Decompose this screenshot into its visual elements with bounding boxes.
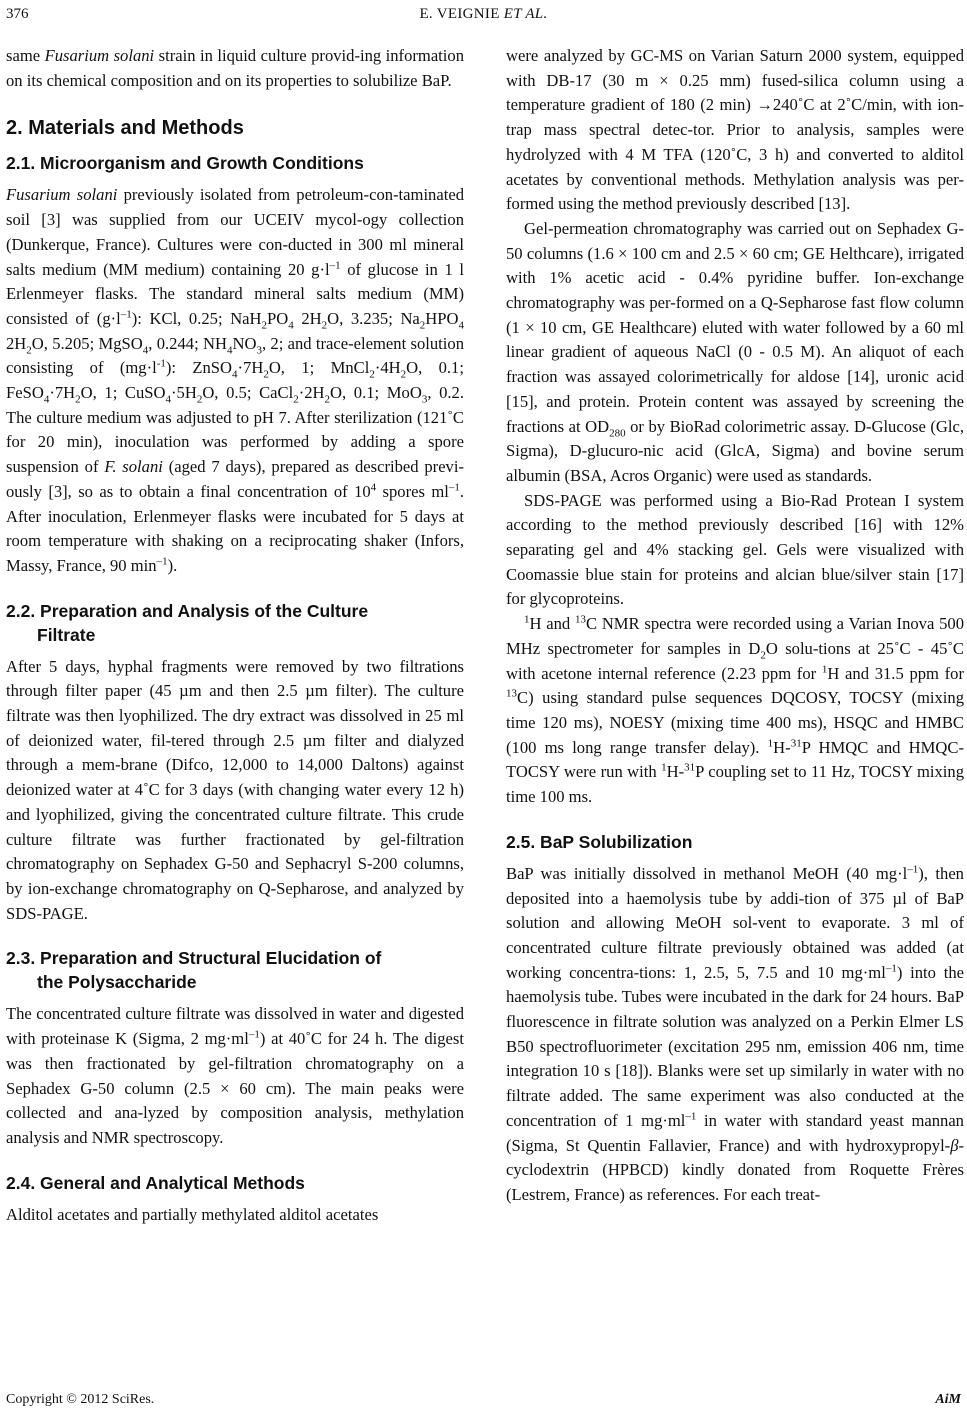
- section-2-heading: 2. Materials and Methods: [6, 117, 244, 140]
- left-column: [6, 44, 464, 1227]
- intro-tail-paragraph: same Fusarium solani strain in liquid culture provid-ing information on its chemical composition and on its properties to solubilize BaP.: [6, 46, 464, 90]
- section-2-3-paragraph: The concentrated culture filtrate was dissolved in water and digested with proteinase K (Sigma, 2 $mg\cdot ml^{-1}$) at 40˚C for 24 h. The digest was then fractionated by gel-filtration chromatography on a Sephadex G-50 column (2.5 × 60 cm). The main peaks were collected and ana-lyzed by composition analysis, methylation analysis and NMR spectroscopy.: [6, 1004, 464, 1147]
- section-2-5-heading: 2.5. BaP Solubilization: [506, 831, 693, 852]
- right-column: [506, 44, 964, 1208]
- footer-journal: AiM: [935, 1392, 961, 1407]
- section-2-1-paragraph: Fusarium solani previously isolated from petroleum-con-taminated soil [3] was supplied from our UCEIV mycol-ogy collection (Dunkerque, France). Cultures were con-ducted in 300 ml mineral salts medium (MM medium) containing 20 $g\cdot l^{-1}$ of glucose in 1 l Erlenmeyer flasks. The standard mineral salts medium (MM) consisted of $(g\cdot l^{-1})$: KCl, 0.25; $NaH_2PO_4$ $2H_2O$, 3.235; $Na_2HPO_4$ $2H_2O$, 5.205; MgSO$_4$, 0.244; $NH_4NO_3$, 2; and trace-element solution consisting of $(mg\cdot l^{-1})$: $ZnSO_4\cdot 7H_2O$, 1; $MnCl_2\cdot 4H_2O$, 0.1; $FeSO_4\cdot 7H_2O$, 1; $CuSO_4\cdot 5H_2O$, 0.5; $CaCl_2\cdot 2H_2O$, 0.1; MoO$_3$, 0.2. The culture medium was adjusted to pH 7. After sterilization (121˚C for 20 min), inoculation was performed by adding a spore suspension of F. solani (aged 7 days), prepared as described previ-ously [3], so as to obtain a final concentration of $10^4$ spores $ml^{-1}$. After inoculation, Erlenmeyer flasks were incubated for 5 days at room temperature with shaking on a reciprocating shaker (Infors, Massy, France, 90 $\min^{-1}$).: [6, 185, 464, 575]
- running-head: E. VEIGNIE ET AL.: [419, 6, 548, 22]
- section-2-4-paragraph-cont: were analyzed by GC-MS on Varian Saturn 2000 system, equipped with DB-17 (30 m × 0.25 mm) fused-silica column using a temperature gradient of 180 (2 min) →240˚C at 2˚C/min, with ion-trap mass spectral detec-tor. Prior to analysis, samples were hydrolyzed with 4 M TFA (120˚C, 3 h) and converted to alditol acetates by conventional methods. Methylation analysis was per-formed using the method previously described [13].: [506, 46, 964, 214]
- section-2-5-paragraph: BaP was initially dissolved in methanol MeOH (40 $mg\cdot l^{-1}$), then deposited into a haemolysis tube by addi-tion of 375 µl of BaP solution and allowing MeOH sol-vent to evaporate. 3 ml of concentrated culture filtrate previously obtained was added (at working concentra-tions: 1, 2.5, 5, 7.5 and 10 $mg\cdot ml^{-1}$) into the haemolysis tube. Tubes were incubated in the dark for 24 hours. BaP fluorescence in filtrate solution was analyzed on a Perkin Elmer LS B50 spectrofluorimeter (excitation 295 nm, emission 406 nm, time integration 10 s [18]). Blanks were set up similarly in water with no filtrate added. The same experiment was also conducted at the concentration of 1 $mg\cdot ml^{-1}$ in water with standard yeast mannan (Sigma, St Quentin Fallavier, France) and with hydroxypropyl-β-cyclodextrin (HPBCD) kindly donated from Roquette Frères (Lestrem, France) as references. For each treat-: [506, 863, 964, 1204]
- page-number: 376: [6, 6, 29, 22]
- footer-copyright: Copyright © 2012 SciRes.: [6, 1392, 155, 1407]
- section-2-2-heading: 2.2. Preparation and Analysis of the Culture Filtrate: [6, 600, 369, 645]
- nmr-paragraph: $^1$H and $^{13}$C NMR spectra were recorded using a Varian Inova 500 MHz spectrometer for samples in $D_2O$ solu-tions at 25˚C - 45˚C with acetone internal reference (2.23 ppm for $^1$H and 31.5 ppm for $^{13}$C) using standard pulse sequences DQCOSY, TOCSY (mixing time 120 ms), NOESY (mixing time 400 ms), HSQC and HMBC (100 ms long range transfer delay). $^1$H-$^{31}$P HMQC and HMQC-TOCSY were run with $^1$H-$^{31}$P coupling set to 11 Hz, TOCSY mixing time 100 ms.: [506, 613, 964, 807]
- section-2-3-heading: 2.3. Preparation and Structural Elucidation of the Polysaccharide: [6, 948, 382, 993]
- section-2-4-heading: 2.4. General and Analytical Methods: [6, 1172, 305, 1193]
- sds-page-paragraph: SDS-PAGE was performed using a Bio-Rad Protean I system according to the method previously described [16] with 12% separating gel and 4% stacking gel. Gels were visualized with Coomassie blue stain for proteins and alcian blue/silver stain [17] for glycoproteins.: [506, 490, 964, 609]
- section-2-2-paragraph: After 5 days, hyphal fragments were removed by two filtrations through filter paper (45 µm and then 2.5 µm filter). The culture filtrate was then lyophilized. The dry extract was dissolved in 25 ml of deionized water, fil-tered through 2.5 µm filter and dialyzed through a mem-brane (Difco, 12,000 to 14,000 Daltons) against deionized water at 4˚C for 3 days (with changing water every 12 h) and lyophilized, giving the concentrated culture filtrate. This crude culture filtrate was further fractionated by gel-filtration chromatography on Sephadex G-50 and Sephacryl S-200 columns, by ion-exchange chromatography on Q-Sepharose, and analyzed by SDS-PAGE.: [6, 656, 464, 923]
- gel-permeation-paragraph: Gel-permeation chromatography was carried out on Sephadex G-50 columns (1.6 × 100 cm and 2.5 × 60 cm; GE Helthcare), irrigated with 1% acetic acid - 0.4% pyridine buffer. Ion-exchange chromatography was per-formed on a Q-Sepharose fast flow column (1 × 10 cm, GE Healthcare) eluted with water followed by a 60 ml linear gradient of aqueous NaCl (0 - 0.5 M). An aliquot of each fraction was assayed colorimetrically for aldose [14], uronic acid [15], and protein. Protein content was assayed by screening the fractions at $OD_{280}$ or by BioRad colorimetric assay. D-Glucose (Glc, Sigma), D-glucuro-nic acid (GlcA, Sigma) and bovine serum albumin (BSA, Acros Organic) were used as standards.: [506, 218, 965, 485]
- section-2-4-paragraph-start: Alditol acetates and partially methylated alditol acetates: [6, 1204, 379, 1224]
- section-2-1-heading: 2.1. Microorganism and Growth Conditions: [6, 153, 364, 174]
